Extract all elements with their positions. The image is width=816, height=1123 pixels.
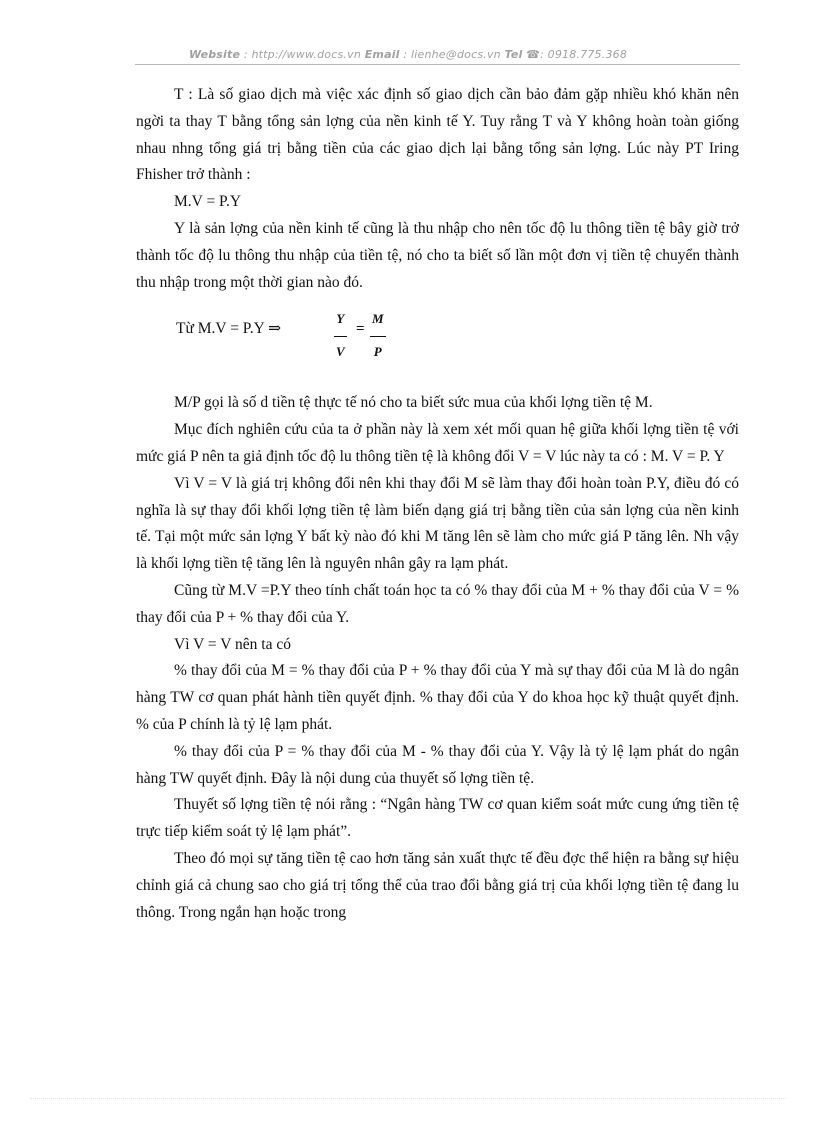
email-value[interactable]: : lienhe@docs.vn xyxy=(403,48,501,61)
formula-equals: = xyxy=(356,321,365,338)
fraction-numerator: Y xyxy=(336,311,345,327)
paragraph: Theo đó mọi sự tăng tiền tệ cao hơn tăng sản xuất thực tế đều đợc thể hiện ra bằng sự hiệu chỉnh giá cả chung sao cho giá trị tổng thể của trao đổi bằng giá trị của khối lợng tiền tệ đang lu thông. Trong ngắn hạn hoặc trong xyxy=(136,849,739,921)
paragraph: Vì V = V là giá trị không đổi nên khi thay đổi M sẽ làm thay đổi hoàn toàn P.Y, điều đó có nghĩa là sự thay đổi khối lợng tiền tệ làm biến dạng giá trị bằng tiền của sản lợng của nền kinh tế. Tại một mức sản lợng Y bất kỳ nào đó khi M tăng lên sẽ làm cho mức giá P tăng lên. Nh vậy là khối lợng tiền tệ tăng lên là nguyên nhân gây ra lạm phát. xyxy=(136,474,739,573)
formula-lhs: Từ M.V = P.Y ⇒ xyxy=(176,320,282,338)
paragraph: Cũng từ M.V =P.Y theo tính chất toán học ta có % thay đổi của M + % thay đổi của V = % thay đổi của P + % thay đổi của Y. xyxy=(136,581,739,626)
paragraph: Mục đích nghiên cứu của ta ở phần này là xem xét mối quan hệ giữa khối lợng tiền tệ với mức giá P nên ta giả định tốc độ lu thông tiền tệ là không đổi V = V lúc này ta có : M. V = P. Y xyxy=(136,421,739,465)
website-value[interactable]: : http://www.docs.vn xyxy=(243,48,361,61)
paragraph: M/P gọi là số d tiền tệ thực tế nó cho ta biết sức mua của khối lợng tiền tệ M. xyxy=(174,394,653,412)
tel-label: Tel xyxy=(504,48,523,61)
header-divider xyxy=(135,64,740,65)
footer-divider xyxy=(30,1098,786,1099)
fraction-m-over-p xyxy=(370,306,386,366)
equation-line: M.V = P.Y xyxy=(174,193,242,211)
fraction-bar xyxy=(370,336,386,337)
fraction-y-over-v xyxy=(334,306,347,366)
paragraph: T : Là số giao dịch mà việc xác định số giao dịch cần bảo đảm gặp nhiều khó khăn nên ngời ta thay T bằng tổng sản lợng của nền kinh tế Y. Tuy rằng T và Y không hoàn toàn giống nhau nhng tổng giá trị bằng tiền của các giao dịch lại bằng tổng sản lợng. Lúc này PT Iring Fhisher trở thành : xyxy=(136,86,739,184)
fraction-bar xyxy=(334,336,347,337)
page-header xyxy=(0,48,816,61)
paragraph: Thuyết số lợng tiền tệ nói rằng : “Ngân hàng TW cơ quan kiểm soát mức cung ứng tiền tệ trực tiếp kiểm soát tỷ lệ lạm phát”. xyxy=(136,796,739,841)
document-body xyxy=(136,82,739,926)
website-label: Website xyxy=(188,48,241,61)
email-label: Email xyxy=(364,48,400,61)
paragraph: % thay đổi của P = % thay đổi của M - % thay đổi của Y. Vậy là tỷ lệ lạm phát do ngân hàng TW quyết định. Đây là nội dung của thuyết số lợng tiền tệ. xyxy=(136,742,739,787)
tel-value: ☎: 0918.775.368 xyxy=(526,48,628,61)
fraction-numerator: M xyxy=(372,311,384,327)
fraction-denominator: V xyxy=(336,344,345,360)
paragraph: Y là sản lợng của nền kinh tế cũng là thu nhập cho nên tốc độ lu thông tiền tệ bây giờ trở thành tốc độ lu thông thu nhập của tiền tệ, nó cho ta biết số lần một đơn vị tiền tệ chuyển thành thu nhập trong một thời gian nào đó. xyxy=(136,219,739,291)
paragraph: % thay đổi của M = % thay đổi của P + % thay đổi của Y mà sự thay đổi của M là do ngân hàng TW cơ quan phát hành tiền quyết định. % thay đổi của Y do khoa học kỹ thuật quyết định. % của P chính là tỷ lệ lạm phát. xyxy=(136,662,739,733)
fraction-denominator: P xyxy=(373,344,382,360)
velocity-formula xyxy=(136,302,739,364)
paragraph: Vì V = V nên ta có xyxy=(174,635,291,653)
